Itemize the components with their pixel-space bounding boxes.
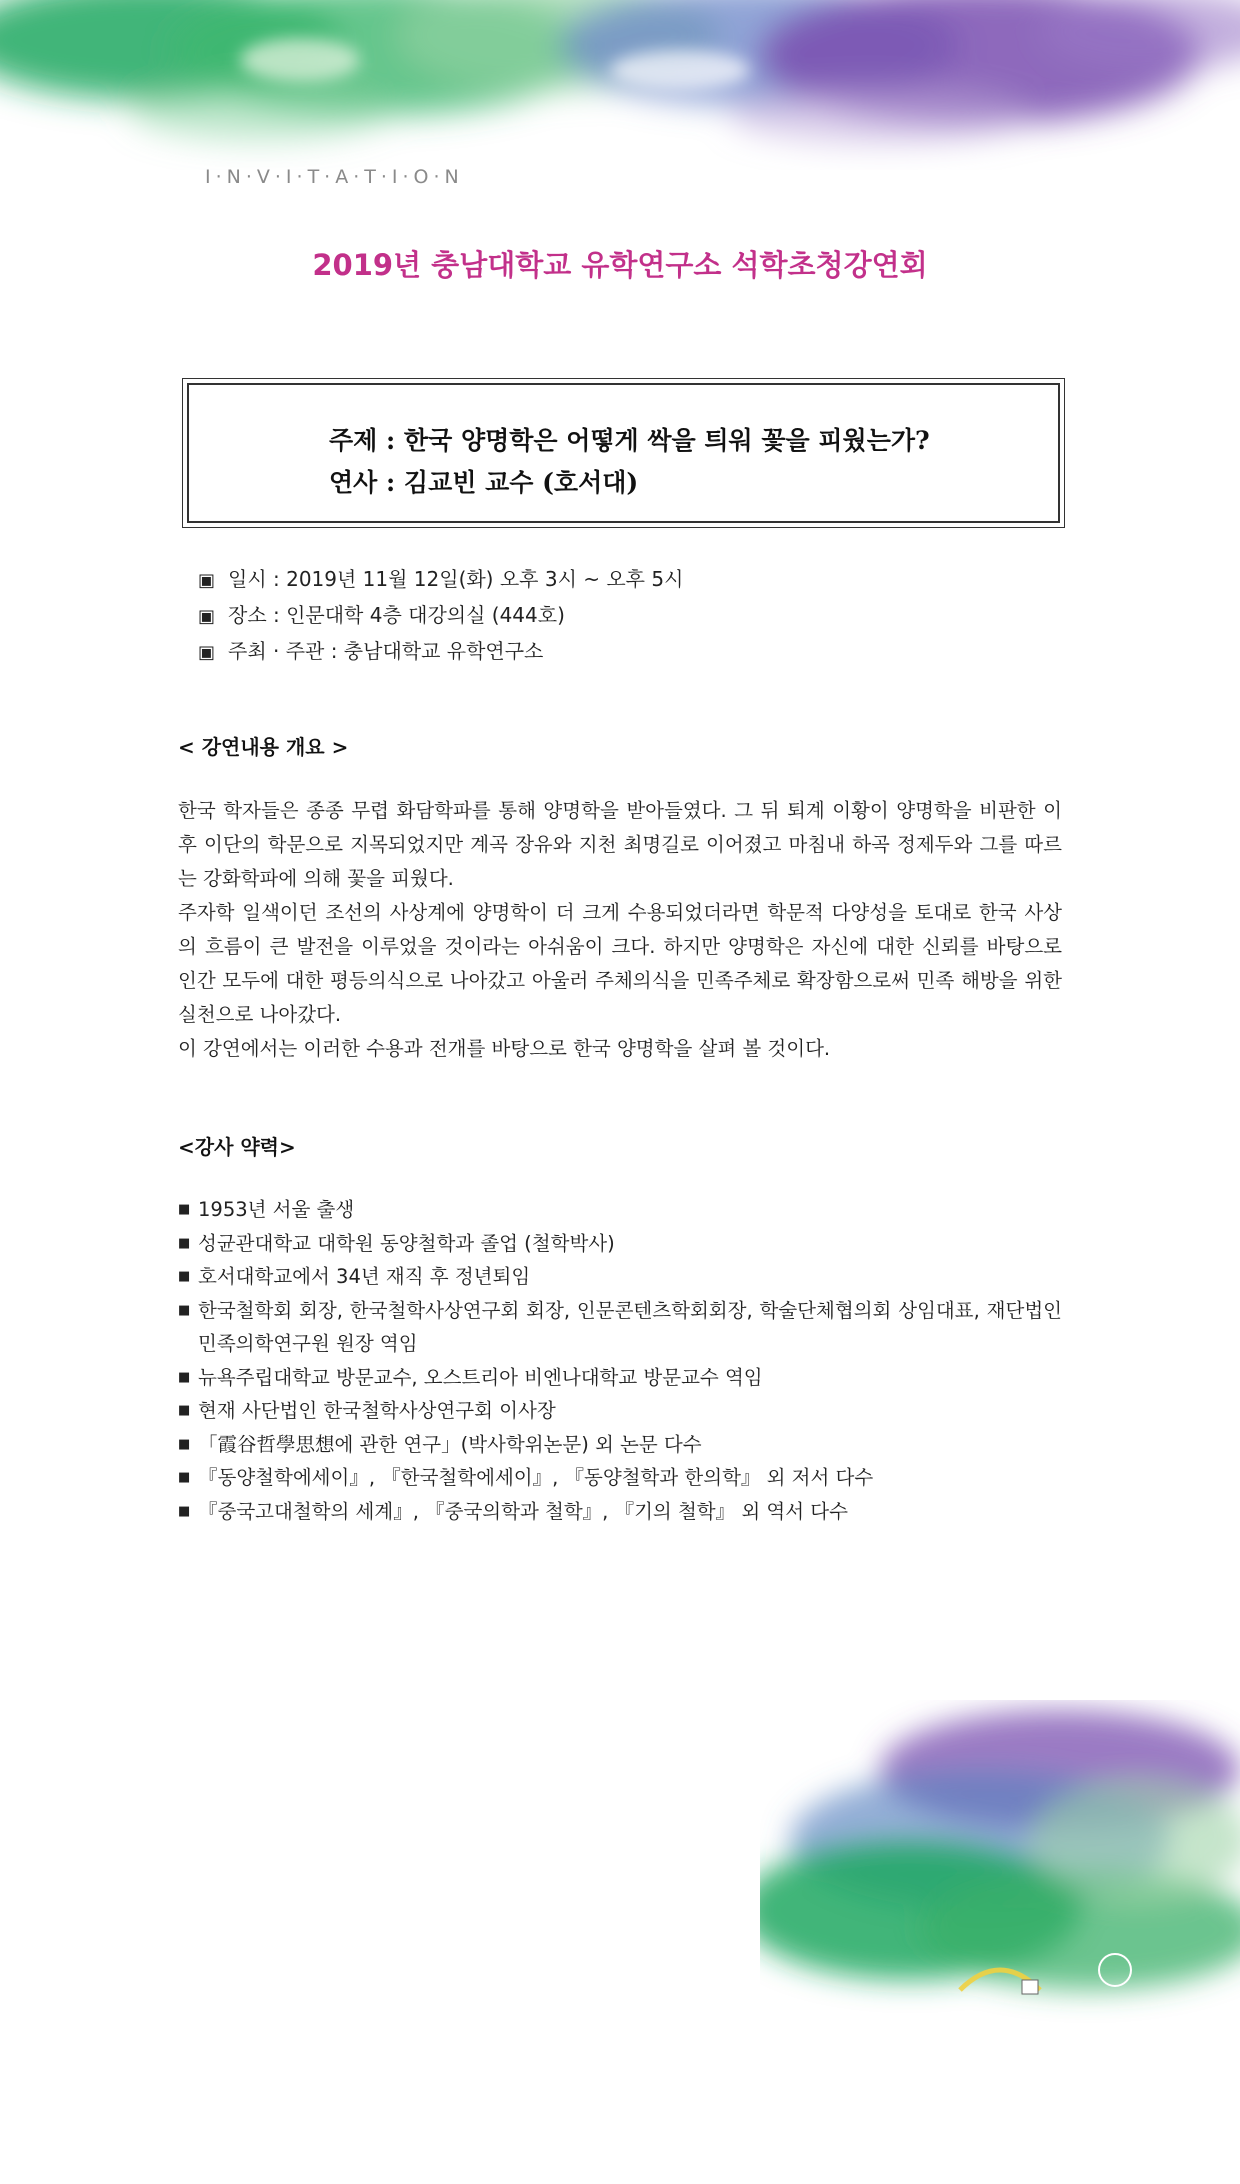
overview-paragraph: 이 강연에서는 이러한 수용과 전개를 바탕으로 한국 양명학을 살펴 볼 것이다. <box>178 1037 831 1060</box>
career-list <box>178 1193 1062 1528</box>
event-info-date <box>198 562 683 598</box>
list-item <box>178 1294 1062 1361</box>
square-bullet-icon: ■ <box>178 1202 191 1217</box>
square-marker-icon: ▣ <box>198 606 216 627</box>
invitation-label: I·N·V·I·T·A·T·I·O·N <box>205 166 464 188</box>
square-bullet-icon: ■ <box>178 1269 191 1284</box>
list-item <box>178 1361 1062 1395</box>
career-item-text: 호서대학교에서 34년 재직 후 정년퇴임 <box>198 1265 531 1288</box>
topic-box <box>182 378 1065 528</box>
square-bullet-icon: ■ <box>178 1470 191 1485</box>
square-bullet-icon: ■ <box>178 1436 191 1452</box>
square-marker-icon: ▣ <box>198 642 216 663</box>
overview-paragraph: 주자학 일색이던 조선의 사상계에 양명학이 더 크게 수용되었더라면 학문적 다양성을 토대로 한국 사상의 흐름이 큰 발전을 이루었을 것이라는 아쉬움이 크다. 하지만 양명학은 자신에 대한 신뢰를 바탕으로 인간 모두에 대한 평등의식으로 나아갔고 아울러 주체의식을 민족주체로 확장함으로써 민족 해방을 위한 실천으로 나아갔다. <box>178 901 1062 1026</box>
list-item <box>178 1227 1062 1261</box>
career-heading: <강사 약력> <box>178 1135 296 1159</box>
career-item-text: 「霞谷哲學思想에 관한 연구」(박사학위논문) 외 논문 다수 <box>198 1432 702 1456</box>
event-info-text: 일시 : 2019년 11월 12일(화) 오후 3시 ~ 오후 5시 <box>228 567 684 591</box>
list-item <box>178 1193 1062 1227</box>
square-bullet-icon: ■ <box>178 1503 191 1519</box>
career-item-text: 『동양철학에세이』, 『한국철학에세이』, 『동양철학과 한의학』 외 저서 다수 <box>198 1466 874 1489</box>
square-bullet-icon: ■ <box>178 1302 191 1318</box>
square-bullet-icon: ■ <box>178 1369 191 1385</box>
career-item-text: 1953년 서울 출생 <box>198 1198 355 1221</box>
event-info-host <box>198 634 683 670</box>
watercolor-footer-decoration <box>760 1700 1240 2030</box>
square-bullet-icon: ■ <box>178 1235 191 1251</box>
event-info-place <box>198 598 683 634</box>
square-bullet-icon: ■ <box>178 1403 191 1418</box>
list-item <box>178 1394 1062 1428</box>
lecture-topic: 주제 : 한국 양명학은 어떻게 싹을 틔워 꽃을 피웠는가? <box>329 426 930 455</box>
topic-box-inner-border <box>187 383 1060 523</box>
overview-heading: < 강연내용 개요 > <box>178 735 349 759</box>
list-item <box>178 1461 1062 1495</box>
event-info-list <box>198 562 683 670</box>
square-marker-icon: ▣ <box>198 570 216 591</box>
page-title: 2019년 충남대학교 유학연구소 석학초청강연회 <box>312 248 928 282</box>
overview-paragraph: 한국 학자들은 종종 무렵 화담학파를 통해 양명학을 받아들였다. 그 뒤 퇴계 이황이 양명학을 비판한 이후 이단의 학문으로 지목되었지만 계곡 장유와 지천 최명길로 이어졌고 마침내 하곡 정제두와 그를 따르는 강화학파에 의해 꽃을 피웠다. <box>178 799 1062 890</box>
overview-body <box>178 794 1062 1066</box>
career-item-text: 뉴욕주립대학교 방문교수, 오스트리아 비엔나대학교 방문교수 역임 <box>198 1365 763 1389</box>
career-item-text: 현재 사단법인 한국철학사상연구회 이사장 <box>198 1399 556 1422</box>
list-item <box>178 1260 1062 1294</box>
career-item-text: 『중국고대철학의 세계』, 『중국의학과 철학』, 『기의 철학』 외 역서 다수 <box>198 1499 848 1523</box>
event-info-text: 장소 : 인문대학 4층 대강의실 (444호) <box>228 603 565 627</box>
list-item <box>178 1428 1062 1462</box>
lecture-speaker: 연사 : 김교빈 교수 (호서대) <box>329 468 639 497</box>
career-item-text: 성균관대학교 대학원 동양철학과 졸업 (철학박사) <box>198 1231 615 1255</box>
list-item <box>178 1495 1062 1529</box>
watercolor-header-decoration <box>0 0 1240 170</box>
career-item-text: 한국철학회 회장, 한국철학사상연구회 회장, 인문콘텐츠학회회장, 학술단체협의회 상임대표, 재단법인 민족의학연구원 원장 역임 <box>198 1298 1062 1355</box>
event-info-text: 주최 · 주관 : 충남대학교 유학연구소 <box>228 639 544 663</box>
